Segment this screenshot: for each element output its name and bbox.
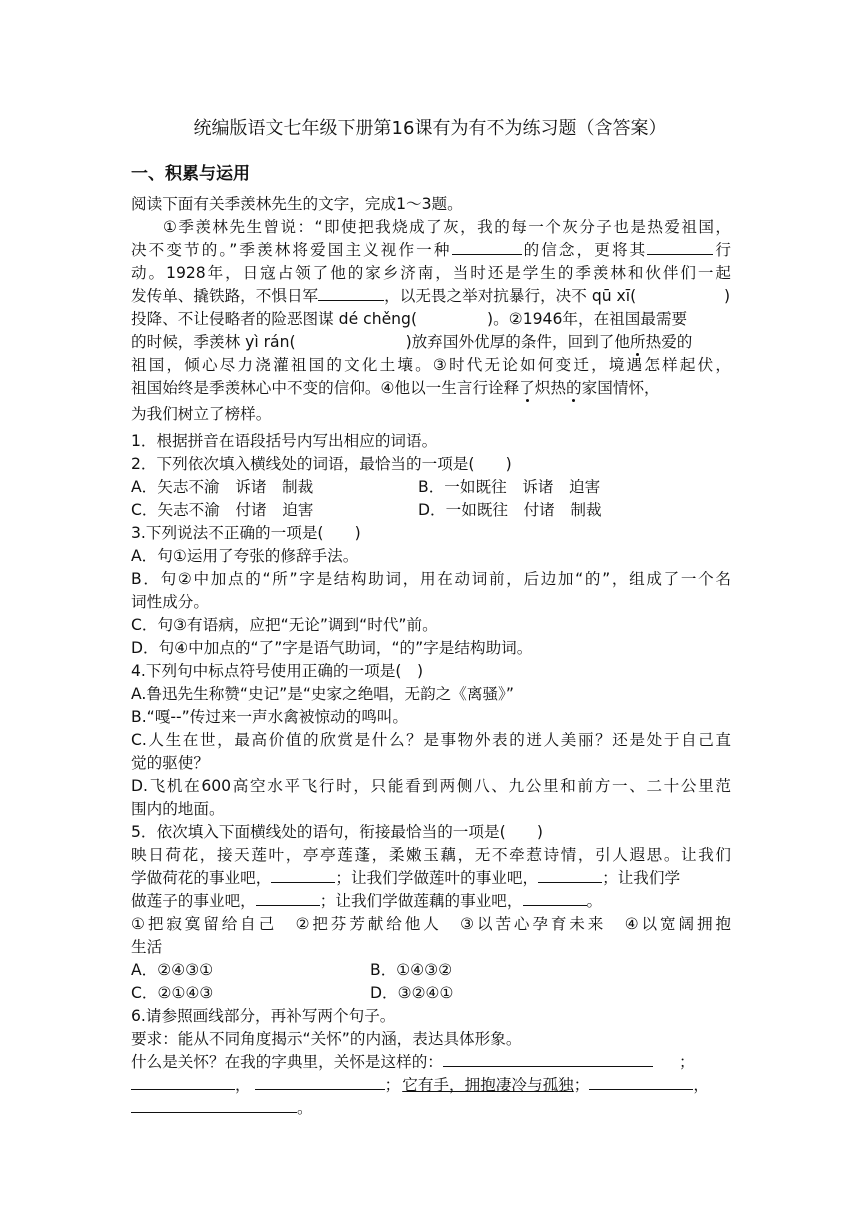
q5-option-b[interactable]: B．①④③② <box>370 961 453 979</box>
q2-option-b[interactable]: B．一如既往 诉诸 迫害 <box>418 478 601 496</box>
passage-line-8: 祖国始终是季羡林心中不变的信仰。④他以一生言行诠释了炽热的家国情怀， <box>131 379 660 397</box>
passage-line-4: 发传单、撬铁路，不惧日军 ，以无畏之举对抗暴行，决不 qū xī( ) <box>131 287 731 305</box>
answer-blank[interactable] <box>131 1097 297 1113</box>
q2-option-c[interactable]: C．矢志不渝 付诸 迫害 <box>131 501 314 519</box>
q5-sentence-options: ①把寂寞留给自己 ②把芬芳献给他人 ③以苦心孕育未来 ④以宽阔拥抱 <box>131 915 731 933</box>
q5-passage-line-3: 做莲子的事业吧， ；让我们学做莲藕的事业吧， 。 <box>131 892 603 910</box>
question-3-stem: 3.下列说法不正确的一项是( ) <box>131 524 361 542</box>
q3-option-c[interactable]: C．句③有语病，应把“无论”调到“时代”前。 <box>131 616 438 634</box>
q5-option-row-1 <box>131 959 731 981</box>
q5-option-a[interactable]: A．②④③① <box>131 961 214 979</box>
answer-blank[interactable] <box>523 890 587 906</box>
q2-option-row-1 <box>131 476 731 498</box>
dotted-character-de: 的 <box>566 379 582 397</box>
q4-option-d[interactable]: D.飞机在600高空水平飞行时，只能看到两侧八、九公里和前方一、二十公里范 <box>131 777 731 795</box>
q6-line-2: ， ； 它有手，拥抱凄冷与孤独； ， <box>131 1074 731 1096</box>
passage-line-1: ①季羡林先生曾说：“即使把我烧成了灰，我的每一个灰分子也是热爱祖国， <box>163 218 731 236</box>
answer-blank[interactable] <box>452 239 522 255</box>
passage-line-6: 的时候，季羡林 yì rán( )放弃国外优厚的条件，回到了他所热爱的 <box>131 333 693 351</box>
q5-passage-line-2: 学做荷花的事业吧， ；让我们学做莲叶的事业吧， ；让我们学 <box>131 869 681 887</box>
question-1: 1．根据拼音在语段括号内写出相应的词语。 <box>131 432 438 450</box>
passage-line-3: 动。1928年，日寇占领了他的家乡济南，当时还是学生的季羡林和伙伴们一起 <box>131 264 731 282</box>
dotted-character-suo: 所 <box>629 333 646 351</box>
answer-blank[interactable] <box>255 1074 385 1090</box>
q4-option-d-cont: 围内的地面。 <box>131 800 225 818</box>
answer-blank[interactable] <box>538 867 602 883</box>
question-5-stem: 5．依次填入下面横线处的语句，衔接最恰当的一项是( ) <box>131 823 543 841</box>
q2-option-row-2 <box>131 499 731 521</box>
question-2-stem: 2．下列依次填入横线处的词语，最恰当的一项是( ) <box>131 455 512 473</box>
answer-blank[interactable] <box>131 1074 235 1090</box>
q5-option-d[interactable]: D．③②④① <box>370 984 454 1002</box>
section-heading: 一、积累与运用 <box>131 164 250 184</box>
answer-blank[interactable] <box>647 239 713 255</box>
q3-option-b[interactable]: B．句②中加点的“所”字是结构助词，用在动词前，后边加“的”，组成了一个名 <box>131 570 731 588</box>
q5-sentence-options-cont: 生活 <box>131 938 163 956</box>
q3-option-a[interactable]: A．句①运用了夸张的修辞手法。 <box>131 547 359 565</box>
q4-option-c-cont: 觉的驱使？ <box>131 754 209 772</box>
dotted-character-le: 了 <box>519 379 535 397</box>
answer-blank[interactable] <box>443 1051 653 1067</box>
q6-line-3: 。 <box>131 1097 731 1119</box>
q5-passage-line-1: 映日荷花，接天莲叶，亭亭莲蓬，柔嫩玉藕，无不牵惹诗情，引人遐思。让我们 <box>131 846 731 864</box>
intro-text: 阅读下面有关季羡林先生的文字，完成1～3题。 <box>131 195 463 213</box>
q4-option-a[interactable]: A.鲁迅先生称赞“史记”是“史家之绝唱，无韵之《离骚》” <box>131 685 514 703</box>
q3-option-b-cont: 词性成分。 <box>131 593 209 611</box>
q5-option-row-2 <box>131 982 731 1004</box>
passage-line-5: 投降、不让侵略者的险恶图谋 dé chěng( )。②1946年，在祖国最需要 <box>131 310 688 328</box>
q6-requirement: 要求：能从不同角度揭示“关怀”的内涵，表达具体形象。 <box>131 1030 522 1048</box>
q4-option-b[interactable]: B.“嘎--”传过来一声水禽被惊动的鸣叫。 <box>131 708 408 726</box>
answer-blank[interactable] <box>256 890 320 906</box>
answer-blank[interactable] <box>318 285 384 301</box>
q2-option-a[interactable]: A．矢志不渝 诉诸 制裁 <box>131 478 314 496</box>
q6-line-1: 什么是关怀？在我的字典里，关怀是这样的： ； <box>131 1053 695 1071</box>
passage-line-2: 决不变节的。”季羡林将爱国主义视作一种 的信念，更将其 行 <box>131 241 731 259</box>
q2-option-d[interactable]: D．一如既往 付诸 制裁 <box>418 501 602 519</box>
underlined-example: 它有手，拥抱凄冷与孤独 <box>402 1076 574 1094</box>
q3-option-d[interactable]: D．句④中加点的“了”字是语气助词，“的”字是结构助词。 <box>131 639 533 657</box>
answer-blank[interactable] <box>589 1074 693 1090</box>
passage-line-9: 为我们树立了榜样。 <box>131 405 272 423</box>
page-title: 统编版语文七年级下册第16课有为有不为练习题（含答案） <box>193 118 667 139</box>
q5-option-c[interactable]: C．②①④③ <box>131 984 214 1002</box>
question-6-stem: 6.请参照画线部分，再补写两个句子。 <box>131 1007 396 1025</box>
q4-option-c[interactable]: C.人生在世，最高价值的欣赏是什么？是事物外表的迸人美丽？还是处于自己直 <box>131 731 731 749</box>
passage-line-7: 祖国，倾心尽力浇灌祖国的文化土壤。③时代无论如何变迁，境遇怎样起伏， <box>131 356 731 374</box>
question-4-stem: 4.下列句中标点符号使用正确的一项是( ) <box>131 662 424 680</box>
answer-blank[interactable] <box>271 867 335 883</box>
